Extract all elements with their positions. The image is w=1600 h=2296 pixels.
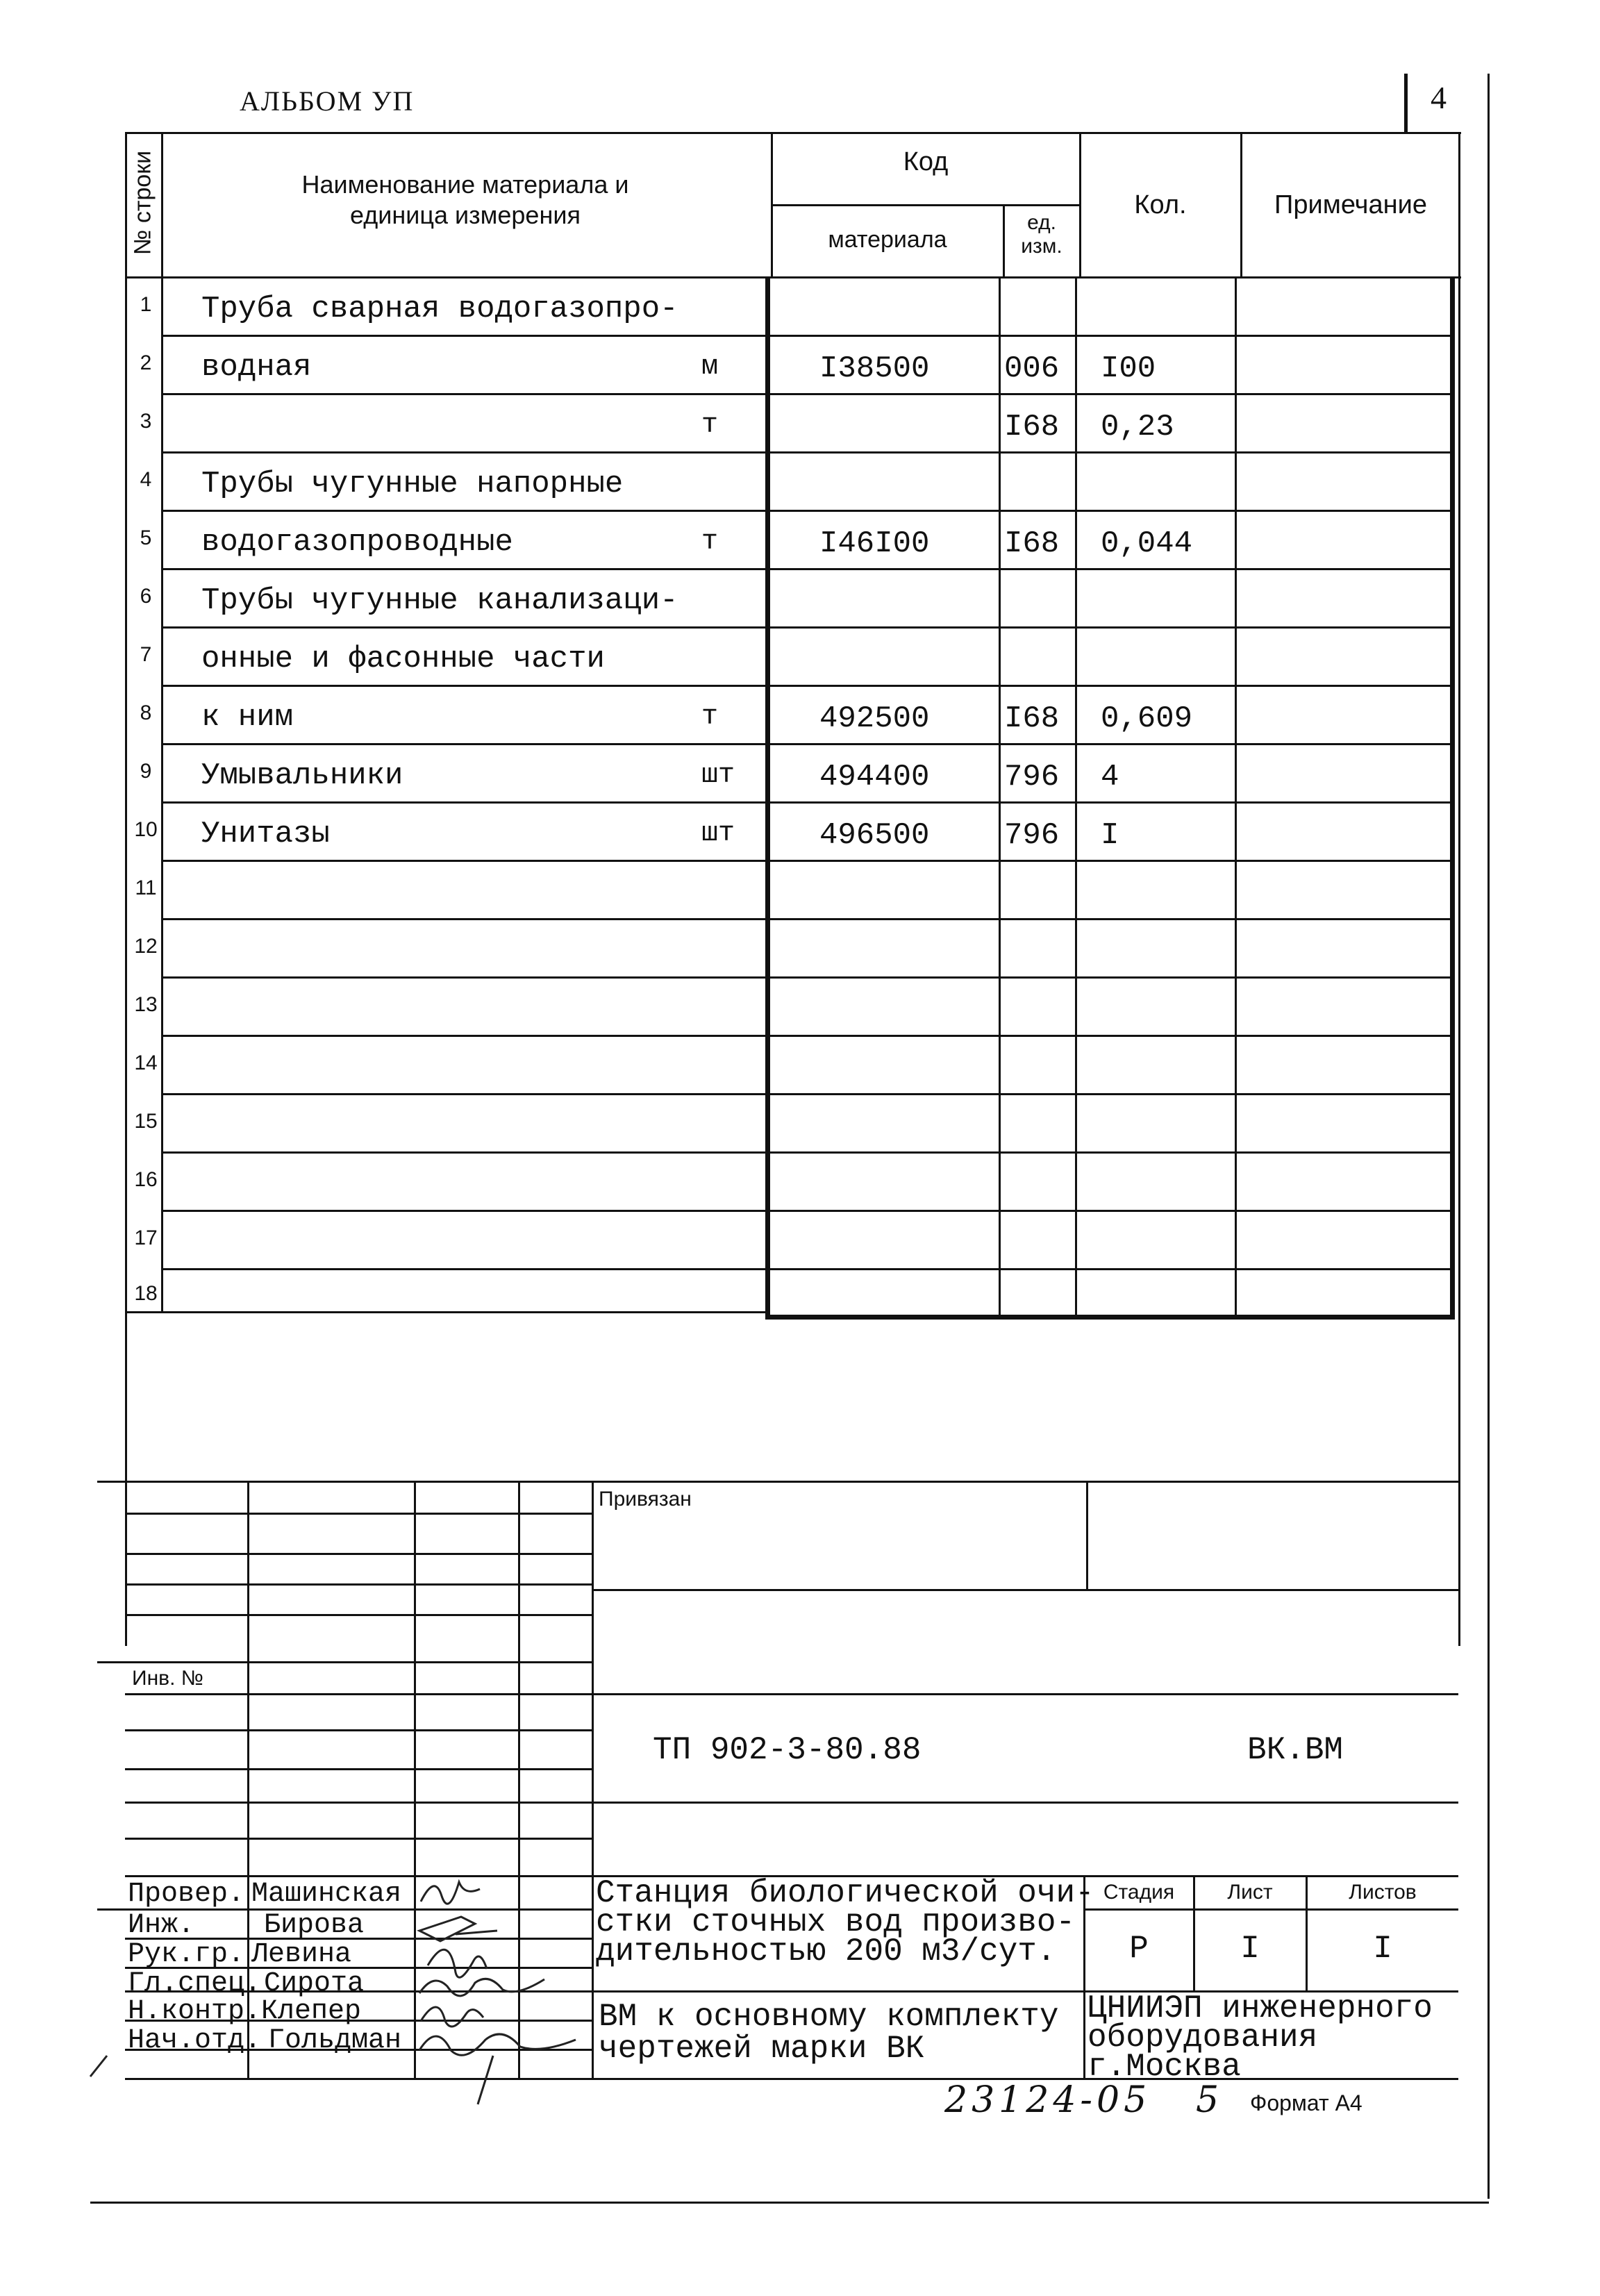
- row-unit-code: I68: [1004, 410, 1060, 444]
- row-number: 6: [140, 585, 152, 608]
- right-border-outer: [1488, 74, 1490, 2199]
- row-name: водная: [201, 350, 312, 385]
- project-title-line: дительностью 200 м3/сут.: [596, 1933, 1056, 1970]
- row-material-code: 492500: [819, 701, 930, 736]
- row-number: 3: [140, 410, 152, 433]
- row-qty: I00: [1101, 351, 1156, 386]
- row-name: онные и фасонные части: [201, 642, 605, 676]
- row-unit-code: 006: [1004, 351, 1060, 386]
- row-material-code: 494400: [819, 760, 930, 795]
- row-number: 2: [140, 351, 152, 374]
- row-number: 13: [134, 993, 158, 1016]
- staff-name: Левина: [251, 1939, 352, 1970]
- row-name: Трубы чугунные канализаци-: [201, 583, 678, 618]
- row-name: Умывальники: [201, 758, 403, 793]
- row-material-code: I46I00: [819, 526, 930, 561]
- row-unit: шт: [701, 760, 735, 791]
- row-number: 1: [140, 293, 152, 316]
- row-number: 4: [140, 468, 152, 491]
- document-title-line: чертежей марки ВК: [599, 2031, 925, 2067]
- inventory-number-label: Инв. №: [132, 1667, 203, 1690]
- staff-role: Гл.спец.: [128, 1968, 262, 1999]
- row-material-code: 496500: [819, 818, 930, 853]
- row-unit-code: 796: [1004, 760, 1060, 795]
- staff-name: Машинская: [251, 1879, 402, 1910]
- col-header-name: Наименование материала и единица измерения: [301, 170, 629, 229]
- staff-name: Клепер: [261, 1996, 362, 2027]
- organization-line: ЦНИИЭП инженерного: [1088, 1990, 1433, 2027]
- row-number: 7: [140, 643, 152, 666]
- album-title: АЛЬБОМ УП: [240, 85, 415, 117]
- margin-stroke-image: [76, 2028, 507, 2111]
- page-number-divider: [1404, 74, 1408, 132]
- staff-name: Гольдман: [268, 2025, 402, 2056]
- col-header-material: материала: [828, 226, 947, 253]
- row-unit-code: 796: [1004, 818, 1060, 853]
- row-name: Унитазы: [201, 817, 330, 851]
- row-number: 10: [134, 818, 158, 841]
- stage-label: Стадия: [1103, 1881, 1175, 1904]
- row-number: 12: [134, 935, 158, 958]
- row-number: 17: [134, 1226, 158, 1249]
- staff-role: Рук.гр.: [128, 1939, 245, 1970]
- row-number: 5: [140, 526, 152, 549]
- paper-format: Формат А4: [1250, 2090, 1362, 2115]
- col-header-note: Примечание: [1274, 190, 1427, 219]
- staff-name: Бирова: [264, 1910, 365, 1941]
- row-unit-code: I68: [1004, 526, 1060, 561]
- row-qty: 4: [1101, 760, 1119, 795]
- project-title-line: Станция биологической очи-: [596, 1875, 1094, 1911]
- staff-role: Провер.: [128, 1879, 245, 1910]
- sheet-label: Лист: [1227, 1881, 1273, 1904]
- row-name: водогазопроводные: [201, 525, 513, 560]
- drawing-mark: ВК.ВМ: [1247, 1732, 1344, 1768]
- archive-number: 23124-05: [944, 2079, 1151, 2121]
- row-number: 14: [134, 1051, 158, 1074]
- row-unit: м: [701, 351, 719, 383]
- row-qty: 0,044: [1101, 526, 1193, 561]
- row-number: 18: [134, 1282, 158, 1305]
- row-name: Трубы чугунные напорные: [201, 467, 624, 501]
- row-number: 9: [140, 760, 152, 783]
- row-unit: т: [701, 701, 719, 733]
- row-qty: 0,23: [1101, 410, 1174, 444]
- archive-page: 5: [1196, 2079, 1219, 2121]
- col-header-code: Код: [903, 147, 949, 176]
- col-header-row-no: № строки: [129, 150, 156, 256]
- document-title-line: ВМ к основному комплекту: [599, 1999, 1059, 2035]
- staff-role: Нач.отд.: [128, 2025, 262, 2056]
- organization-line: оборудования: [1088, 2020, 1318, 2056]
- row-number: 11: [135, 876, 157, 899]
- col-header-unit-code: ед. изм.: [1021, 211, 1062, 258]
- document-code: ТП 902-3-80.88: [653, 1732, 922, 1768]
- staff-name: Сирота: [264, 1968, 365, 1999]
- project-title-line: стки сточных вод произво-: [596, 1904, 1076, 1940]
- stage-value: Р: [1129, 1931, 1149, 1967]
- bottom-trim-line: [90, 2202, 1489, 2204]
- staff-role: Инж.: [128, 1910, 195, 1941]
- row-unit: т: [701, 526, 719, 558]
- row-qty: I: [1101, 818, 1119, 853]
- sheet-value: I: [1240, 1931, 1260, 1967]
- row-number: 15: [134, 1110, 158, 1133]
- row-material-code: I38500: [819, 351, 930, 386]
- sheets-label: Листов: [1349, 1881, 1417, 1904]
- col-header-qty: Кол.: [1134, 190, 1187, 219]
- page-number: 4: [1431, 80, 1447, 115]
- row-name: Труба сварная водогазопро-: [201, 292, 678, 326]
- sheets-value: I: [1373, 1931, 1392, 1967]
- privyazan-label: Привязан: [599, 1488, 692, 1511]
- staff-role: Н.контр.: [128, 1996, 262, 2027]
- organization-line: г.Москва: [1088, 2049, 1241, 2085]
- row-name: к ним: [201, 700, 294, 735]
- row-qty: 0,609: [1101, 701, 1193, 736]
- row-unit: шт: [701, 818, 735, 849]
- row-unit: т: [701, 410, 719, 441]
- row-unit-code: I68: [1004, 701, 1060, 736]
- row-number: 8: [140, 701, 152, 724]
- row-number: 16: [134, 1168, 158, 1191]
